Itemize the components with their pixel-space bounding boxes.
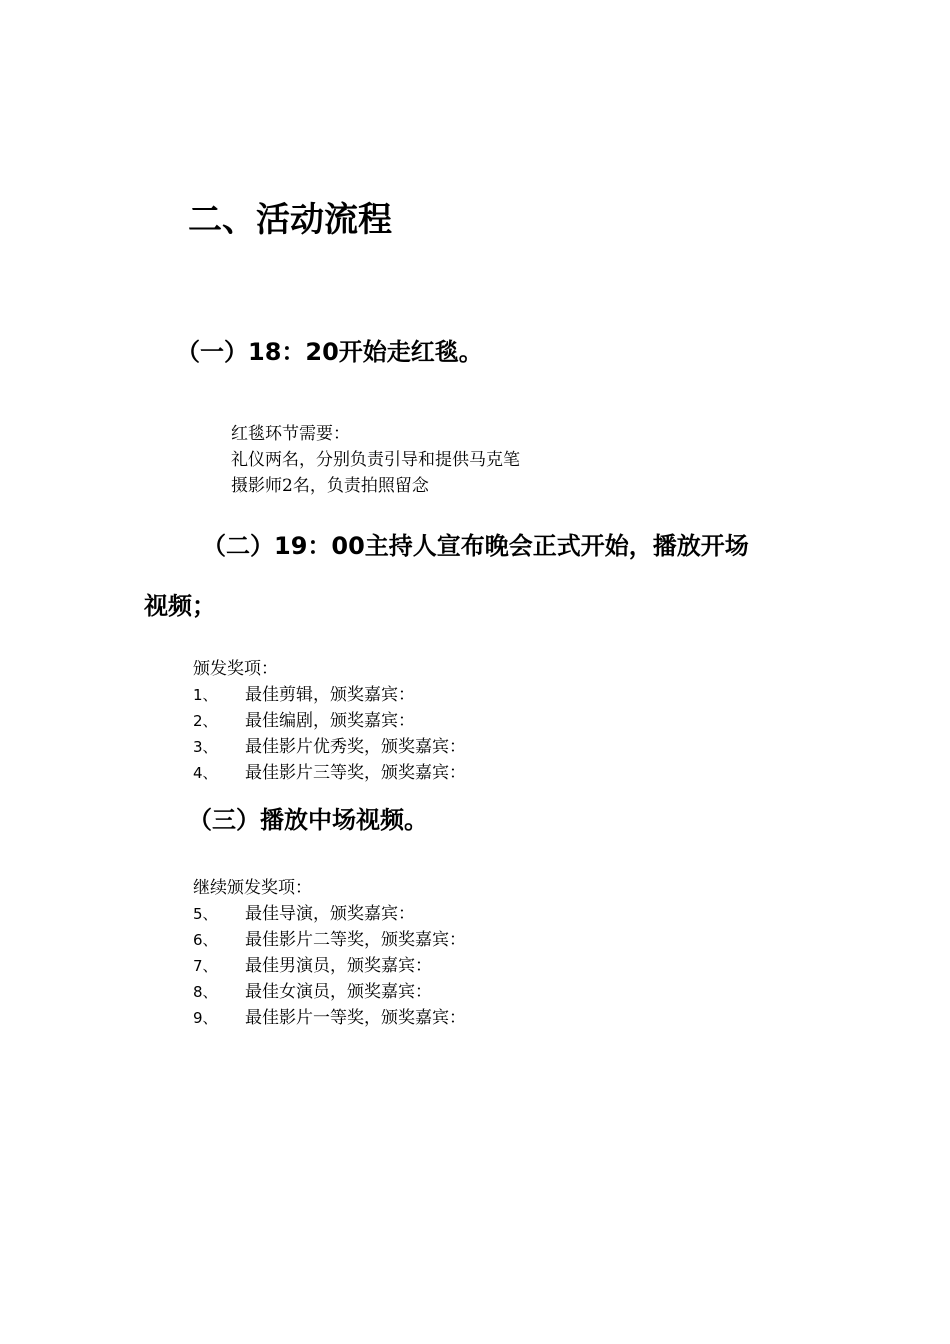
red-carpet-line: 礼仪两名，分别负责引导和提供马克笔 [231, 450, 520, 470]
list-item-text: 最佳剪辑，颁奖嘉宾： [245, 685, 415, 705]
list-item-number: 6、 [193, 931, 218, 949]
section-3-heading: （三）播放中场视频。 [188, 806, 428, 834]
award-list-intro: 颁发奖项： [193, 659, 278, 679]
list-item-text: 最佳男演员，颁奖嘉宾： [245, 956, 432, 976]
list-item [193, 708, 466, 734]
list-item-number: 1、 [193, 686, 218, 704]
list-item [193, 953, 466, 979]
list-item [193, 901, 466, 927]
award-list-first [193, 656, 466, 786]
red-carpet-line: 摄影师2名，负责拍照留念 [231, 476, 429, 496]
list-item [193, 734, 466, 760]
list-item [193, 760, 466, 786]
section-1-heading: （一）18：20开始走红毯。 [176, 338, 483, 366]
list-item-number: 9、 [193, 1009, 218, 1027]
list-item-text: 最佳女演员，颁奖嘉宾： [245, 982, 432, 1002]
list-item-text: 最佳影片一等奖，颁奖嘉宾： [245, 1008, 466, 1028]
page-title: 二、活动流程 [188, 200, 392, 240]
list-item [193, 682, 466, 708]
list-item-text: 最佳影片优秀奖，颁奖嘉宾： [245, 737, 466, 757]
list-item-text: 最佳导演，颁奖嘉宾： [245, 904, 415, 924]
list-item-text: 最佳编剧，颁奖嘉宾： [245, 711, 415, 731]
list-item-text: 最佳影片二等奖，颁奖嘉宾： [245, 930, 466, 950]
list-item-number: 2、 [193, 712, 218, 730]
list-item-text: 最佳影片三等奖，颁奖嘉宾： [245, 763, 466, 783]
list-item-number: 5、 [193, 905, 218, 923]
list-item [193, 979, 466, 1005]
list-item [193, 927, 466, 953]
list-item-number: 7、 [193, 957, 218, 975]
list-item [193, 1005, 466, 1031]
red-carpet-line: 红毯环节需要： [231, 424, 350, 444]
red-carpet-requirements [231, 421, 520, 499]
list-item-number: 3、 [193, 738, 218, 756]
list-item-number: 4、 [193, 764, 218, 782]
section-2-heading: （二）19：00主持人宣布晚会正式开始，播放开场 [202, 532, 749, 560]
section-2-heading-continued: 视频； [144, 592, 216, 620]
award-list-second [193, 875, 466, 1031]
list-item-number: 8、 [193, 983, 218, 1001]
award-list-intro: 继续颁发奖项： [193, 878, 312, 898]
